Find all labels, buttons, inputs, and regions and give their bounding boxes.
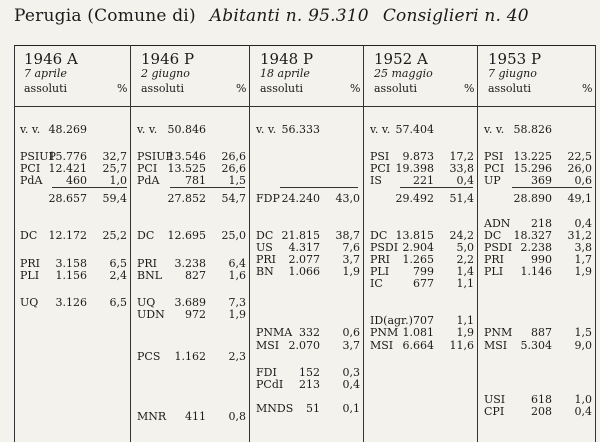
votes-value: 972 [185, 308, 206, 321]
percent-value: 6,5 [109, 257, 127, 270]
votes-value: 13.225 [513, 150, 552, 163]
votes-value: 3.238 [174, 257, 206, 270]
votes-value: 15.776 [48, 150, 87, 163]
votes-value: 13.815 [395, 229, 434, 242]
party-name: PRI [137, 257, 158, 270]
party-name: PLI [20, 269, 40, 282]
consiglieri-count: Consiglieri n. 40 [382, 6, 529, 26]
party-name: PSI [484, 150, 504, 163]
percent-label: % [117, 82, 128, 95]
party-name: PCI [484, 162, 505, 175]
votes-value: 13.546 [167, 150, 206, 163]
votes-value: 369 [531, 174, 552, 187]
party-name: PSDI [370, 241, 399, 254]
percent-value: 25,0 [221, 229, 246, 242]
percent-value: 38,7 [335, 229, 360, 242]
votes-value: 13.525 [167, 162, 206, 175]
party-name: PSIUP [137, 150, 173, 163]
percent-value: 0,4 [342, 378, 360, 391]
party-name: PCdI [256, 378, 284, 391]
election-column [131, 45, 250, 442]
party-name: ADN [484, 217, 511, 230]
percent-value: 11,6 [449, 339, 474, 352]
party-name: PRI [256, 253, 277, 266]
percent-value: 22,5 [567, 150, 592, 163]
party-name: CPI [484, 405, 505, 418]
percent-value: 32,7 [102, 150, 127, 163]
votes-value: 58.826 [513, 123, 552, 136]
party-name: PNM [370, 326, 399, 339]
party-name: DC [20, 229, 38, 242]
party-name: v. v. [137, 123, 158, 136]
party-name: PCS [137, 350, 161, 363]
party-name: MSI [256, 339, 280, 352]
votes-value: 57.404 [395, 123, 434, 136]
percent-value: 0,4 [456, 174, 474, 187]
percent-value: 26,0 [567, 162, 592, 175]
percent-value: 51,4 [449, 192, 474, 205]
percent-value: 43,0 [335, 192, 360, 205]
votes-value: 1.066 [288, 265, 320, 278]
party-name: FDP [256, 192, 280, 205]
percent-value: 1,4 [456, 265, 474, 278]
votes-value: 9.873 [402, 150, 434, 163]
votes-value: 27.852 [167, 192, 206, 205]
party-name: MSI [370, 339, 394, 352]
party-name: PRI [20, 257, 41, 270]
party-name: PCI [137, 162, 158, 175]
votes-value: 2.238 [520, 241, 552, 254]
party-name: PNM [484, 326, 513, 339]
percent-value: 3,7 [342, 339, 360, 352]
votes-value: 56.333 [281, 123, 320, 136]
percent-value: 2,3 [228, 350, 246, 363]
votes-value: 618 [531, 393, 552, 406]
votes-value: 781 [185, 174, 206, 187]
party-name: US [256, 241, 273, 254]
votes-value: 24.240 [281, 192, 320, 205]
percent-value: 33,8 [449, 162, 474, 175]
subtotal-rule [170, 187, 245, 188]
assoluti-label: assoluti [488, 82, 532, 95]
party-name: PCI [370, 162, 391, 175]
election-year: 1948 P [260, 50, 314, 68]
percent-value: 1,0 [574, 393, 592, 406]
votes-value: 19.398 [395, 162, 434, 175]
election-date: 18 aprile [260, 67, 310, 80]
votes-value: 4.317 [288, 241, 320, 254]
percent-value: 1,1 [456, 277, 474, 290]
votes-value: 218 [531, 217, 552, 230]
votes-value: 221 [413, 174, 434, 187]
percent-value: 1,9 [574, 265, 592, 278]
election-date: 7 aprile [24, 67, 67, 80]
party-name: MSI [484, 339, 508, 352]
subtotal-rule [52, 187, 127, 188]
percent-value: 1,9 [456, 326, 474, 339]
votes-value: 3.126 [55, 296, 87, 309]
percent-value: 7,3 [228, 296, 246, 309]
party-name: BNL [137, 269, 163, 282]
votes-value: 208 [531, 405, 552, 418]
party-name: PSI [370, 150, 390, 163]
percent-value: 59,4 [102, 192, 127, 205]
percent-value: 24,2 [449, 229, 474, 242]
percent-value: 49,1 [567, 192, 592, 205]
party-name: ID(agr.) [370, 314, 413, 327]
votes-value: 12.695 [167, 229, 206, 242]
votes-value: 18.327 [513, 229, 552, 242]
abitanti-count: Abitanti n. 95.310 [209, 6, 369, 26]
percent-value: 9,0 [574, 339, 592, 352]
party-name: PNMA [256, 326, 293, 339]
votes-value: 332 [299, 326, 320, 339]
party-name: v. v. [370, 123, 391, 136]
party-name: PRI [484, 253, 505, 266]
votes-value: 12.421 [48, 162, 87, 175]
election-date: 7 giugno [488, 67, 537, 80]
percent-value: 1,0 [109, 174, 127, 187]
subtotal-rule [400, 187, 473, 188]
votes-value: 213 [299, 378, 320, 391]
votes-value: 827 [185, 269, 206, 282]
percent-value: 1,9 [342, 265, 360, 278]
assoluti-label: assoluti [141, 82, 185, 95]
votes-value: 677 [413, 277, 434, 290]
party-name: PdA [137, 174, 160, 187]
party-name: v. v. [256, 123, 277, 136]
votes-value: 5.304 [520, 339, 552, 352]
party-name: v. v. [20, 123, 41, 136]
percent-value: 25,7 [102, 162, 127, 175]
percent-value: 31,2 [567, 229, 592, 242]
percent-value: 1,1 [456, 314, 474, 327]
percent-label: % [350, 82, 361, 95]
percent-label: % [236, 82, 247, 95]
percent-label: % [464, 82, 475, 95]
assoluti-label: assoluti [260, 82, 304, 95]
votes-value: 28.657 [48, 192, 87, 205]
election-year: 1953 P [488, 50, 542, 68]
percent-value: 6,4 [228, 257, 246, 270]
percent-value: 0,6 [342, 326, 360, 339]
party-name: PLI [484, 265, 504, 278]
percent-label: % [582, 82, 593, 95]
page-title [14, 6, 529, 26]
votes-value: 21.815 [281, 229, 320, 242]
percent-value: 54,7 [221, 192, 246, 205]
party-name: FDI [256, 366, 277, 379]
election-date: 2 giugno [141, 67, 190, 80]
percent-value: 3,8 [574, 241, 592, 254]
party-name: UQ [137, 296, 156, 309]
party-name: PCI [20, 162, 41, 175]
party-name: UDN [137, 308, 165, 321]
election-column [14, 45, 131, 442]
percent-value: 1,7 [574, 253, 592, 266]
votes-value: 50.846 [167, 123, 206, 136]
party-name: MNR [137, 410, 167, 423]
election-year: 1946 P [141, 50, 195, 68]
votes-value: 3.158 [55, 257, 87, 270]
percent-value: 1,9 [228, 308, 246, 321]
party-name: IC [370, 277, 383, 290]
votes-value: 411 [185, 410, 206, 423]
percent-value: 1,5 [574, 326, 592, 339]
percent-value: 7,6 [342, 241, 360, 254]
percent-value: 26,6 [221, 162, 246, 175]
election-date: 25 maggio [374, 67, 433, 80]
percent-value: 2,2 [456, 253, 474, 266]
votes-value: 990 [531, 253, 552, 266]
subtotal-rule [512, 187, 592, 188]
election-year: 1946 A [24, 50, 78, 68]
votes-value: 3.689 [174, 296, 206, 309]
votes-value: 12.172 [48, 229, 87, 242]
percent-value: 1,6 [228, 269, 246, 282]
party-name: BN [256, 265, 274, 278]
votes-value: 152 [299, 366, 320, 379]
votes-value: 460 [66, 174, 87, 187]
percent-value: 0,8 [228, 410, 246, 423]
votes-value: 51 [306, 402, 320, 415]
votes-value: 1.265 [402, 253, 434, 266]
votes-value: 15.296 [513, 162, 552, 175]
assoluti-label: assoluti [24, 82, 68, 95]
votes-value: 799 [413, 265, 434, 278]
party-name: PRI [370, 253, 391, 266]
assoluti-label: assoluti [374, 82, 418, 95]
party-name: DC [137, 229, 155, 242]
votes-value: 28.890 [513, 192, 552, 205]
party-name: DC [256, 229, 274, 242]
percent-value: 3,7 [342, 253, 360, 266]
party-name: PSIUP [20, 150, 56, 163]
votes-value: 887 [531, 326, 552, 339]
percent-value: 26,6 [221, 150, 246, 163]
votes-value: 48.269 [48, 123, 87, 136]
votes-value: 2.904 [402, 241, 434, 254]
party-name: IS [370, 174, 382, 187]
subtotal-rule [280, 187, 358, 188]
percent-value: 0,1 [342, 402, 360, 415]
party-name: v. v. [484, 123, 505, 136]
party-name: UQ [20, 296, 39, 309]
percent-value: 0,6 [574, 174, 592, 187]
votes-value: 1.081 [402, 326, 434, 339]
comune-name: Perugia (Comune di) [14, 6, 196, 26]
party-name: PdA [20, 174, 43, 187]
percent-value: 0,3 [342, 366, 360, 379]
votes-value: 2.070 [288, 339, 320, 352]
votes-value: 2.077 [288, 253, 320, 266]
votes-value: 6.664 [402, 339, 434, 352]
party-name: USI [484, 393, 506, 406]
party-name: DC [484, 229, 502, 242]
percent-value: 2,4 [109, 269, 127, 282]
votes-value: 29.492 [395, 192, 434, 205]
party-name: DC [370, 229, 388, 242]
votes-value: 1.156 [55, 269, 87, 282]
percent-value: 0,4 [574, 405, 592, 418]
votes-value: 1.146 [520, 265, 552, 278]
percent-value: 25,2 [102, 229, 127, 242]
party-name: UP [484, 174, 501, 187]
party-name: PLI [370, 265, 390, 278]
election-year: 1952 A [374, 50, 428, 68]
party-name: MNDS [256, 402, 294, 415]
percent-value: 6,5 [109, 296, 127, 309]
votes-value: 1.162 [174, 350, 206, 363]
party-name: PSDI [484, 241, 513, 254]
percent-value: 17,2 [449, 150, 474, 163]
percent-value: 1,5 [228, 174, 246, 187]
votes-value: 707 [413, 314, 434, 327]
percent-value: 0,4 [574, 217, 592, 230]
percent-value: 5,0 [456, 241, 474, 254]
